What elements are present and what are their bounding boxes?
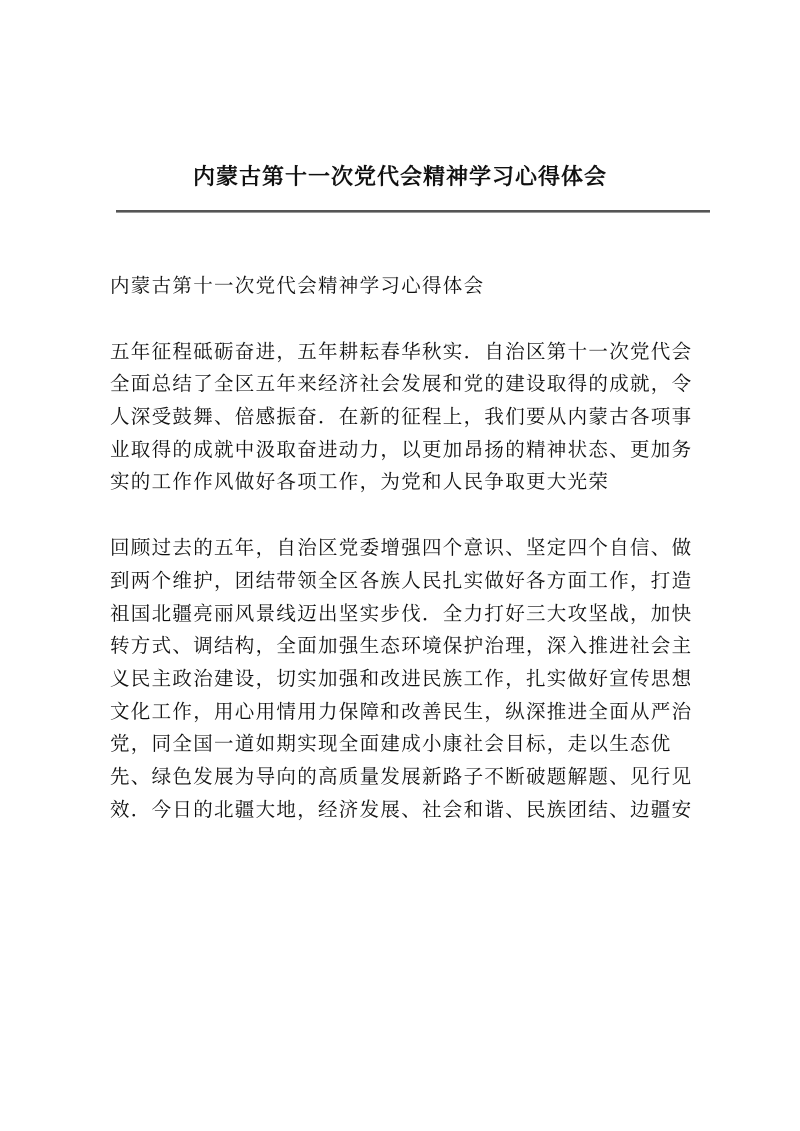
paragraph-line: 转方式、调结构，全面加强生态环境保护治理，深入推进社会主 — [110, 634, 693, 658]
title-divider — [116, 210, 710, 213]
paragraph-2 — [110, 532, 720, 826]
paragraph-line: 人深受鼓舞、倍感振奋．在新的征程上，我们要从内蒙古各项事 — [110, 405, 693, 429]
paragraph-line: 先、绿色发展为导向的高质量发展新路子不断破题解题、见行见 — [110, 764, 693, 788]
paragraph-line: 党，同全国一道如期实现全面建成小康社会目标，走以生态优 — [110, 732, 672, 756]
paragraph-line: 义民主政治建设，切实加强和改进民族工作，扎实做好宣传思想 — [110, 666, 693, 690]
paragraph-line: 回顾过去的五年，自治区党委增强四个意识、坚定四个自信、做 — [110, 536, 693, 560]
document-title: 内蒙古第十一次党代会精神学习心得体会 — [192, 164, 607, 190]
paragraph-line: 五年征程砥砺奋进，五年耕耘春华秋实．自治区第十一次党代会 — [110, 339, 693, 363]
paragraph-line: 效．今日的北疆大地，经济发展、社会和谐、民族团结、边疆安 — [110, 797, 693, 821]
subtitle-line: 内蒙古第十一次党代会精神学习心得体会 — [110, 274, 485, 297]
paragraph-line: 祖国北疆亮丽风景线迈出坚实步伐．全力打好三大攻坚战，加快 — [110, 601, 693, 625]
subtitle-paragraph — [110, 270, 720, 303]
paragraph-line: 全面总结了全区五年来经济社会发展和党的建设取得的成就，令 — [110, 372, 693, 396]
paragraph-line: 实的工作作风做好各项工作，为党和人民争取更大光荣 — [110, 470, 610, 494]
document-body — [110, 270, 720, 859]
paragraph-1 — [110, 336, 720, 499]
paragraph-line: 文化工作，用心用情用力保障和改善民生，纵深推进全面从严治 — [110, 699, 693, 723]
paragraph-line: 到两个维护，团结带领全区各族人民扎实做好各方面工作，打造 — [110, 568, 693, 592]
paragraph-line: 业取得的成就中汲取奋进动力，以更加昂扬的精神状态、更加务 — [110, 437, 693, 461]
